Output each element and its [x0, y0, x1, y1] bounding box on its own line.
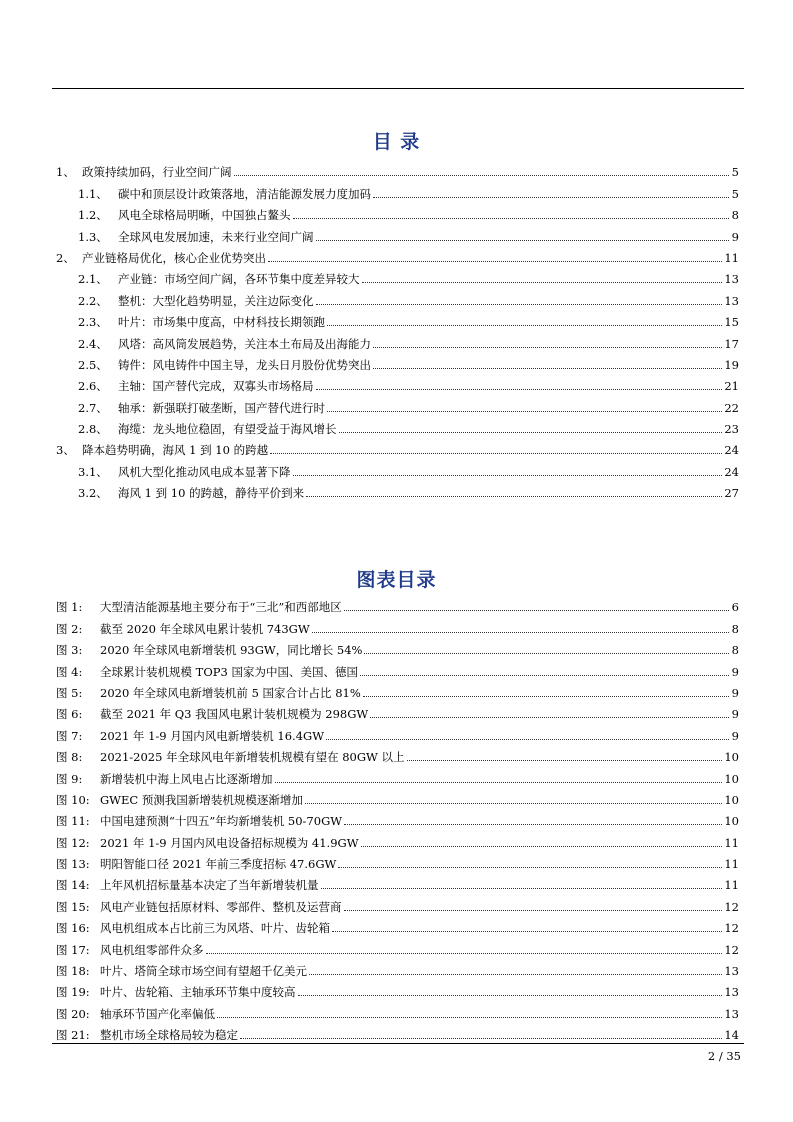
entry-number: 图 21: [56, 1028, 90, 1043]
entry-title: 2020 年全球风电新增装机前 5 国家合计占比 81% [100, 685, 361, 700]
entry-number: 2.3、 [78, 315, 108, 330]
entry-number: 2.8、 [78, 422, 108, 437]
dot-leader [407, 759, 723, 761]
entry-page: 12 [724, 921, 739, 936]
entry-number: 图 5: [56, 685, 83, 700]
entry-title: 叶片：市场集中度高，中材科技长期领跑 [118, 315, 325, 330]
entry-number: 图 4: [56, 664, 83, 679]
dot-leader [364, 652, 729, 654]
figure-entry[interactable] [56, 1021, 739, 1042]
entry-number: 2.5、 [78, 357, 108, 372]
entry-title: 明阳智能口径 2021 年前三季度招标 47.6GW [100, 857, 337, 872]
entry-title: 海缆：龙头地位稳固，有望受益于海风增长 [118, 422, 337, 437]
entry-title: 全球累计装机规模 TOP3 国家为中国、美国、德国 [100, 664, 358, 679]
figure-entry[interactable] [56, 721, 739, 742]
entry-title: 主轴：国产替代完成，双寡头市场格局 [118, 379, 314, 394]
entry-number: 3、 [56, 443, 75, 458]
toc-entry[interactable] [56, 244, 739, 265]
entry-page: 14 [724, 1028, 739, 1043]
entry-number: 图 6: [56, 707, 83, 722]
entry-number: 2、 [56, 250, 75, 265]
entry-page: 10 [724, 814, 739, 829]
dot-leader [344, 909, 723, 911]
entry-title: 轴承：新强联打破垄断，国产替代进行时 [118, 400, 325, 415]
dot-leader [312, 631, 729, 633]
entry-page: 9 [731, 229, 739, 244]
entry-title: 整机：大型化趋势明显，关注边际变化 [118, 293, 314, 308]
dot-leader [234, 174, 730, 176]
dot-leader [316, 388, 723, 390]
entry-number: 2.1、 [78, 272, 108, 287]
page-number: 2 / 35 [707, 1049, 741, 1063]
toc-entry[interactable] [56, 222, 739, 243]
entry-page: 9 [731, 664, 739, 679]
dot-leader [306, 495, 722, 497]
figure-entry[interactable] [56, 807, 739, 828]
entry-page: 13 [724, 985, 739, 1000]
entry-page: 10 [724, 792, 739, 807]
entry-title: 中国电建预测“十四五”年均新增装机 50-70GW [100, 814, 343, 829]
dot-leader [268, 260, 722, 262]
dot-leader [344, 609, 729, 611]
entry-title: 风电机组成本占比前三为风塔、叶片、齿轮箱 [100, 921, 330, 936]
entry-page: 13 [724, 1006, 739, 1021]
entry-title: 整机市场全球格局较为稳定 [100, 1028, 238, 1043]
dot-leader [362, 281, 723, 283]
dot-leader [344, 823, 722, 825]
figure-entry[interactable] [56, 978, 739, 999]
entry-number: 图 7: [56, 728, 83, 743]
entry-number: 1、 [56, 165, 75, 180]
toc-entry[interactable] [56, 415, 739, 436]
dot-leader [373, 346, 722, 348]
contents-title: 目 录 [372, 131, 421, 153]
dot-leader [293, 474, 723, 476]
dot-leader [298, 994, 723, 996]
entry-number: 图 16: [56, 921, 90, 936]
entry-title: 风电全球格局明晰，中国独占鳌头 [118, 208, 291, 223]
entry-title: 2021 年 1-9 月国内风电设备招标规模为 41.9GW [100, 835, 359, 850]
entry-number: 图 8: [56, 750, 83, 765]
entry-page: 21 [724, 379, 739, 394]
entry-page: 10 [724, 771, 739, 786]
entry-number: 3.2、 [78, 486, 108, 501]
entry-number: 1.2、 [78, 208, 108, 223]
toc-entry[interactable] [56, 436, 739, 457]
figure-entry[interactable] [56, 786, 739, 807]
dot-leader [327, 410, 722, 412]
entry-page: 22 [724, 400, 739, 415]
entry-page: 24 [724, 443, 739, 458]
entry-number: 2.2、 [78, 293, 108, 308]
entry-page: 10 [724, 750, 739, 765]
figure-entry[interactable] [56, 636, 739, 657]
dot-leader [326, 738, 729, 740]
entry-page: 6 [731, 600, 739, 615]
entry-title: 叶片、塔筒全球市场空间有望超千亿美元 [100, 964, 307, 979]
entry-number: 图 13: [56, 857, 90, 872]
entry-title: 2021 年 1-9 月国内风电新增装机 16.4GW [100, 728, 325, 743]
toc-entry[interactable] [56, 179, 739, 200]
entry-page: 11 [724, 835, 739, 850]
dot-leader [332, 930, 722, 932]
entry-number: 图 11: [56, 814, 90, 829]
entry-title: GWEC 预测我国新增装机规模逐渐增加 [100, 792, 303, 807]
entry-page: 15 [724, 315, 739, 330]
figure-entry[interactable] [56, 892, 739, 913]
dot-leader [321, 887, 723, 889]
entry-page: 9 [731, 707, 739, 722]
entry-page: 12 [724, 899, 739, 914]
entry-title: 上年风机招标量基本决定了当年新增装机量 [100, 878, 319, 893]
entry-title: 大型清洁能源基地主要分布于“三北”和西部地区 [100, 600, 342, 615]
entry-page: 8 [731, 621, 739, 636]
dot-leader [270, 452, 722, 454]
entry-number: 2.4、 [78, 336, 108, 351]
dot-leader [373, 367, 722, 369]
toc-entry[interactable] [56, 201, 739, 222]
entry-page: 13 [724, 272, 739, 287]
figure-entry[interactable] [56, 850, 739, 871]
entry-title: 风塔：高风筒发展趋势，关注本土布局及出海能力 [118, 336, 371, 351]
entry-page: 23 [724, 422, 739, 437]
entry-number: 图 1: [56, 600, 83, 615]
entry-number: 1.1、 [78, 186, 108, 201]
entry-number: 图 12: [56, 835, 90, 850]
entry-number: 图 20: [56, 1006, 90, 1021]
entry-page: 27 [724, 486, 739, 501]
entry-page: 17 [724, 336, 739, 351]
entry-title: 降本趋势明确，海风 1 到 10 的跨越 [82, 443, 269, 458]
entry-number: 2.7、 [78, 400, 108, 415]
figure-entry[interactable] [56, 679, 739, 700]
figures-title: 图表目录 [356, 569, 437, 591]
toc-entry[interactable] [56, 372, 739, 393]
entry-number: 图 14: [56, 878, 90, 893]
entry-page: 11 [724, 250, 739, 265]
entry-title: 全球风电发展加速，未来行业空间广阔 [118, 229, 314, 244]
entry-page: 5 [731, 165, 739, 180]
entry-title: 截至 2020 年全球风电累计装机 743GW [100, 621, 310, 636]
footer-rule [52, 1043, 744, 1044]
toc-entry[interactable] [56, 479, 739, 500]
figure-entry[interactable] [56, 593, 739, 614]
dot-leader [240, 1037, 722, 1039]
entry-number: 1.3、 [78, 229, 108, 244]
entry-page: 11 [724, 857, 739, 872]
figure-entry[interactable] [56, 743, 739, 764]
entry-title: 风电机组零部件众多 [100, 942, 204, 957]
entry-title: 海风 1 到 10 的跨越，静待平价到来 [118, 486, 305, 501]
dot-leader [370, 716, 729, 718]
dot-leader [305, 802, 723, 804]
figure-entry[interactable] [56, 871, 739, 892]
entry-number: 3.1、 [78, 464, 108, 479]
toc-entry[interactable] [56, 286, 739, 307]
toc-entry[interactable] [56, 308, 739, 329]
entry-number: 图 3: [56, 643, 83, 658]
figure-entry[interactable] [56, 914, 739, 935]
dot-leader [373, 196, 729, 198]
entry-title: 风机大型化推动风电成本显著下降 [118, 464, 291, 479]
header-rule [52, 88, 744, 89]
entry-page: 19 [724, 357, 739, 372]
entry-title: 2020 年全球风电新增装机 93GW，同比增长 54% [100, 643, 363, 658]
toc-entry[interactable] [56, 351, 739, 372]
entry-title: 新增装机中海上风电占比逐渐增加 [100, 771, 273, 786]
toc-entry[interactable] [56, 158, 739, 179]
figure-entry[interactable] [56, 700, 739, 721]
entry-title: 碳中和顶层设计政策落地，清洁能源发展力度加码 [118, 186, 371, 201]
entry-page: 13 [724, 293, 739, 308]
figure-entry[interactable] [56, 935, 739, 956]
entry-page: 8 [731, 643, 739, 658]
figure-entry[interactable] [56, 657, 739, 678]
entry-number: 图 17: [56, 942, 90, 957]
entry-number: 图 15: [56, 899, 90, 914]
toc-entry[interactable] [56, 329, 739, 350]
entry-page: 11 [724, 878, 739, 893]
dot-leader [363, 695, 729, 697]
entry-title: 轴承环节国产化率偏低 [100, 1006, 215, 1021]
table-of-contents [56, 158, 739, 500]
dot-leader [275, 781, 723, 783]
dot-leader [217, 1016, 722, 1018]
entry-title: 2021-2025 年全球风电年新增装机规模有望在 80GW 以上 [100, 750, 405, 765]
entry-title: 风电产业链包括原材料、零部件、整机及运营商 [100, 899, 342, 914]
dot-leader [361, 845, 723, 847]
figure-entry[interactable] [56, 999, 739, 1020]
toc-entry[interactable] [56, 393, 739, 414]
dot-leader [338, 866, 722, 868]
dot-leader [309, 973, 722, 975]
entry-title: 政策持续加码，行业空间广阔 [82, 165, 232, 180]
figure-entry[interactable] [56, 764, 739, 785]
figure-entry[interactable] [56, 614, 739, 635]
dot-leader [339, 431, 723, 433]
dot-leader [316, 303, 723, 305]
entry-title: 产业链：市场空间广阔，各环节集中度差异较大 [118, 272, 360, 287]
entry-title: 叶片、齿轮箱、主轴承环节集中度较高 [100, 985, 296, 1000]
entry-number: 图 9: [56, 771, 83, 786]
entry-number: 图 19: [56, 985, 90, 1000]
entry-number: 图 10: [56, 792, 90, 807]
toc-entry[interactable] [56, 265, 739, 286]
toc-entry[interactable] [56, 457, 739, 478]
entry-page: 24 [724, 464, 739, 479]
dot-leader [206, 952, 723, 954]
figure-list [56, 593, 739, 1042]
entry-page: 9 [731, 685, 739, 700]
entry-page: 5 [731, 186, 739, 201]
dot-leader [293, 217, 730, 219]
entry-page: 12 [724, 942, 739, 957]
entry-page: 9 [731, 728, 739, 743]
figure-entry[interactable] [56, 828, 739, 849]
dot-leader [360, 674, 729, 676]
entry-title: 产业链格局优化，核心企业优势突出 [82, 250, 266, 265]
entry-page: 13 [724, 964, 739, 979]
entry-number: 图 2: [56, 621, 83, 636]
dot-leader [327, 324, 722, 326]
entry-page: 8 [731, 208, 739, 223]
entry-title: 铸件：风电铸件中国主导，龙头日月股份优势突出 [118, 357, 371, 372]
entry-number: 图 18: [56, 964, 90, 979]
entry-number: 2.6、 [78, 379, 108, 394]
dot-leader [316, 239, 730, 241]
entry-title: 截至 2021 年 Q3 我国风电累计装机规模为 298GW [100, 707, 369, 722]
figure-entry[interactable] [56, 957, 739, 978]
